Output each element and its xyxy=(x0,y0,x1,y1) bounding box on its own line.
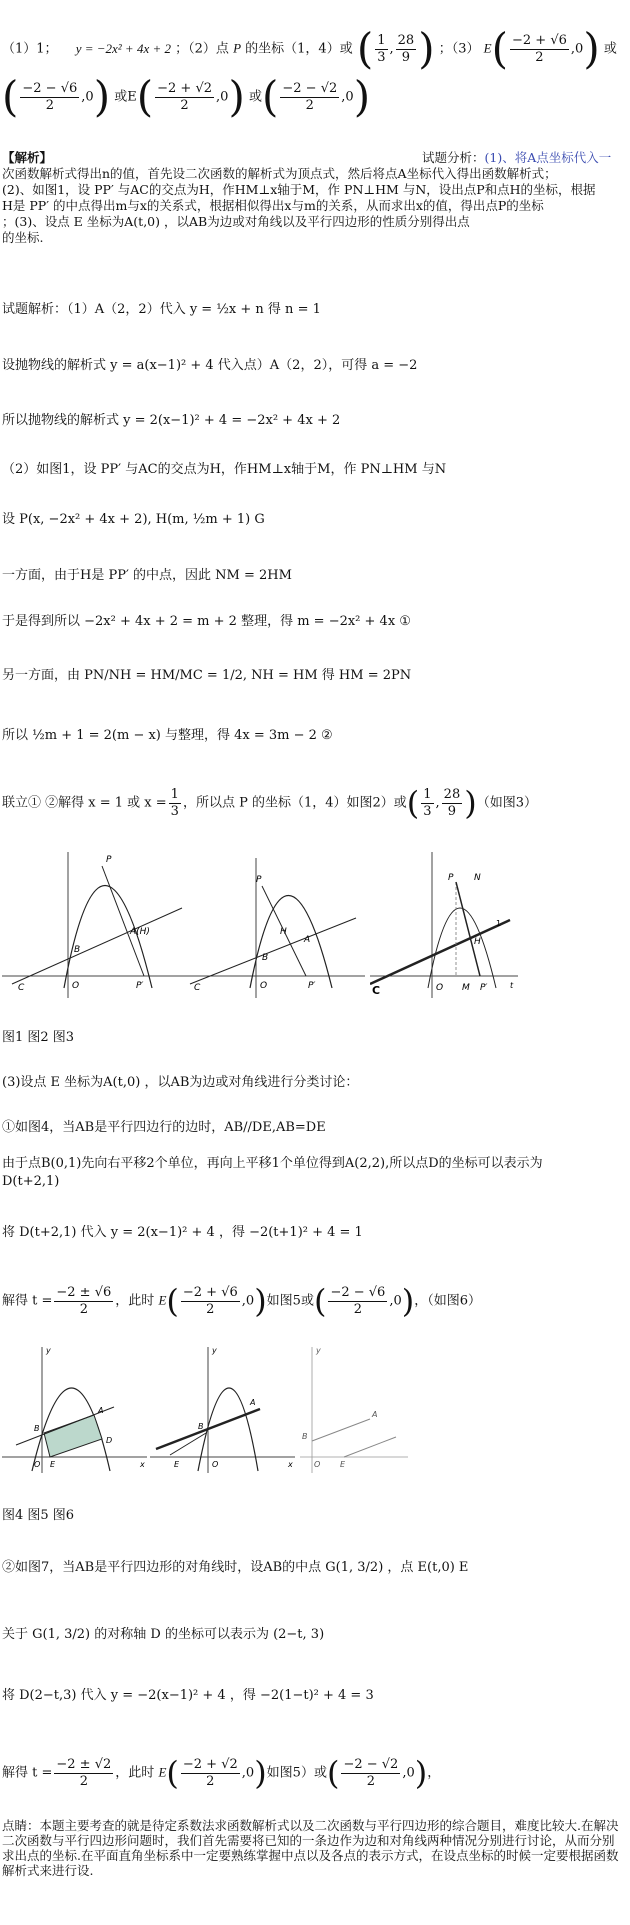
fig5-label-b: B xyxy=(198,1422,204,1431)
figure-caption-1: 图1 图2 图3 xyxy=(2,1030,75,1045)
step-16-b: ，此时 xyxy=(115,1293,155,1309)
fig6-label-y: y xyxy=(316,1346,321,1355)
fig3-label-m: M xyxy=(462,983,470,993)
zero: 0 xyxy=(393,1293,402,1309)
frac-num: 28 xyxy=(443,786,461,802)
solution-step-20: 解得 t = $\frac{-2 \pm √2}{2}$ ，此时 E( $\frac{-2 + √2}{2}$ ,0)如图5）或( $\frac{-2 - √2}{2}$ ,0)， xyxy=(2,1754,441,1792)
fig3-label-p-prime: P′ xyxy=(480,983,488,993)
frac-den: 9 xyxy=(447,803,457,819)
fig2-label-p: P xyxy=(256,875,262,885)
frac-num: 1 xyxy=(377,32,386,48)
solution-step-10: 联立① ②解得 x = 1 或 x = $\frac{1}{3}$ ，所以点 P 的坐标（1，4）如图2）或( $\frac{1}{3}$ , $\frac{28}{9}$ )（如图3） xyxy=(2,784,537,822)
analysis-text-3: H是 PP′ 的中点得出m与x的关系式，根据相似得出x与m的关系，从而求出x的值，得出点P的坐标 xyxy=(2,198,544,213)
fig2-label-o: O xyxy=(260,981,268,991)
analysis-text-5: 的坐标. xyxy=(2,230,44,245)
solution-step-14: D(t+2,1) xyxy=(2,1174,60,1189)
frac-num: −2 + √2 xyxy=(182,1756,238,1772)
answer-sep-1: ；（2）点 xyxy=(175,41,229,57)
analysis-text-4: ；(3)、设点 E 坐标为A(t,0) ，以AB为边或对角线以及平行四边形的性质分别得出点 xyxy=(2,214,470,229)
zero: 0 xyxy=(220,89,229,105)
frac-den: 2 xyxy=(45,97,54,113)
frac-den: 2 xyxy=(206,1301,215,1317)
answer-sep-2: ；（3） xyxy=(438,41,480,57)
fig4-label-e: E xyxy=(50,1460,56,1469)
fig4-label-d: D xyxy=(106,1436,113,1445)
fig1-label-o: O xyxy=(72,981,80,991)
solution-step-15: 将 D(t+2,1) 代入 y = 2(x−1)² + 4 ，得 −2(t+1)² + 4 = 1 xyxy=(2,1225,363,1240)
fig5-label-x: x xyxy=(288,1460,293,1469)
figure-6 xyxy=(300,1345,410,1479)
answer-line-2: ( $\frac{-2 - √6}{2}$ ,0) 或E( $\frac{-2 + √2}{2}$ ,0) 或( $\frac{-2 - √2}{2}$ ,0) xyxy=(2,72,371,121)
step-10-c: （如图3） xyxy=(476,795,537,811)
or-text: 或 xyxy=(603,41,617,57)
figure-1 xyxy=(2,848,192,1002)
answer-part-2: 的坐标（1，4）或 xyxy=(245,41,353,57)
fig6-label-a: A xyxy=(372,1410,378,1419)
figure-4 xyxy=(2,1345,152,1479)
step-16-d: ，（如图6） xyxy=(414,1293,482,1309)
step-10-a: 联立① ②解得 x = 1 或 x = xyxy=(2,795,167,811)
solution-step-4: （2）如图1，设 PP′ 与AC的交点为H，作HM⊥x轴于M，作 PN⊥HM 与N xyxy=(2,462,447,477)
fig2-label-c: C xyxy=(194,983,201,993)
solution-step-2: 设抛物线的解析式 y = a(x−1)² + 4 代入点）A（2，2），可得 a = −2 xyxy=(2,358,418,373)
solution-step-8: 另一方面，由 PN/NH = HM/MC = 1/2, NH = HM 得 HM = 2PN xyxy=(2,668,412,683)
fig3-label-c: C xyxy=(372,984,381,997)
frac-num: 1 xyxy=(423,786,432,802)
comment-block: 点睛：本题主要考查的就是待定系数法求函数解析式以及二次函数与平行四边形的综合题目，难度比较大.在解决二次函数与平行四边形问题时，我们首先需要将已知的一条边作为边和对角线两种情况分别进行讨论，从而分别求出点的坐标.在平面直角坐标系中一定要熟练掌握中点以及各点的表示方式，在设点坐标的时候一定要根据函数解析式来进行设. xyxy=(2,1818,619,1878)
solution-step-6: 一方面，由于H是 PP′ 的中点，因此 NM = 2HM xyxy=(2,568,292,583)
solution-step-19: 将 D(2−t,3) 代入 y = −2(x−1)² + 4 ，得 −2(1−t)² + 4 = 3 xyxy=(2,1688,374,1703)
analysis-text-1: 次函数解析式得出n的值，首先设二次函数的解析式为顶点式，然后将点A坐标代入得出函数解析式； xyxy=(2,166,557,181)
solution-step-3: 所以抛物线的解析式 y = 2(x−1)² + 4 = −2x² + 4x + 2 xyxy=(2,413,341,428)
analysis-text-2: (2)、如图1，设 PP′ 与AC的交点为H，作HM⊥x轴于M，作 PN⊥HM 与N，设出点P和点H的坐标，根据 xyxy=(2,182,596,197)
fig5-label-o: O xyxy=(212,1460,219,1469)
step-20-b: ，此时 xyxy=(115,1765,155,1781)
frac-num: 1 xyxy=(170,786,179,802)
parabola-formula: y = −2x² + 4x + 2 xyxy=(75,40,171,56)
solution-step-1: 试题解析：（1）A（2，2）代入 y = ½x + n 得 n = 1 xyxy=(2,302,321,317)
step-20-c: 如图5）或 xyxy=(266,1765,327,1781)
zero: 0 xyxy=(245,1293,255,1309)
figure-caption-2: 图4 图5 图6 xyxy=(2,1508,75,1523)
solution-step-17: ②如图7，当AB是平行四边形的对角线时，设AB的中点 G(1, 3/2) ，点 E(t,0) E xyxy=(2,1560,469,1575)
frac-num: −2 ± √6 xyxy=(56,1284,112,1300)
fig4-label-a: A xyxy=(98,1406,104,1415)
frac-den: 2 xyxy=(305,97,314,113)
fig3-label-n: N xyxy=(474,873,481,883)
fig2-label-b: B xyxy=(262,953,269,963)
step-16-a: 解得 t = xyxy=(2,1293,53,1309)
step-20-a: 解得 t = xyxy=(2,1765,53,1781)
figure-3 xyxy=(370,848,520,1002)
solution-step-13: 由于点B(0,1)先向右平移2个单位，再向上平移1个单位得到A(2,2),所以点D的坐标可以表示为 xyxy=(2,1156,543,1171)
frac-den: 9 xyxy=(401,49,411,65)
frac-den: 2 xyxy=(353,1301,363,1317)
or-e-text: 或E xyxy=(114,89,137,105)
step-16-c: 如图5或 xyxy=(266,1293,314,1309)
solution-step-12: ①如图4，当AB是平行四边行的边时，AB//DE,AB=DE xyxy=(2,1120,326,1135)
fig5-label-e: E xyxy=(174,1460,180,1469)
frac-num: −2 − √6 xyxy=(330,1284,386,1300)
frac-num: 28 xyxy=(397,32,415,48)
frac-den: 2 xyxy=(180,97,189,113)
fig1-label-c: C xyxy=(18,983,25,993)
solution-step-16: 解得 t = $\frac{-2 \pm √6}{2}$ ，此时 E( $\frac{-2 + √6}{2}$ ,0)如图5或( $\frac{-2 - √6}{2}$ ,0)，（如图6） xyxy=(2,1282,482,1320)
fig1-label-b: B xyxy=(74,945,81,955)
frac-den: 2 xyxy=(535,49,544,65)
frac-num: −2 − √6 xyxy=(22,80,78,96)
fig3-label-p: P xyxy=(448,873,454,883)
solution-step-7: 于是得到所以 −2x² + 4x + 2 = m + 2 整理，得 m = −2x² + 4x ① xyxy=(2,614,411,629)
solution-step-9: 所以 ½m + 1 = 2(m − x) 与整理，得 4x = 3m − 2 ② xyxy=(2,728,333,743)
frac-num: −2 + √6 xyxy=(512,32,567,48)
step-20-d: ， xyxy=(427,1765,441,1781)
fig4-label-x: x xyxy=(140,1460,145,1469)
fig5-label-a: A xyxy=(250,1398,256,1407)
fig1-label-p-prime: P′ xyxy=(136,981,144,991)
fig2-label-h: H xyxy=(280,927,287,937)
zero: 0 xyxy=(85,89,94,105)
fig3-label-h: H xyxy=(474,937,481,947)
frac-num: −2 − √2 xyxy=(343,1756,399,1772)
answer-part-1: （1）1； xyxy=(2,41,58,57)
zero: 0 xyxy=(575,41,584,57)
analysis-label-wrap xyxy=(422,150,611,166)
point-e-label: E xyxy=(158,1292,167,1308)
frac-den: 2 xyxy=(206,1773,215,1789)
or-text: 或 xyxy=(248,89,262,105)
fig4-label-o: O xyxy=(34,1460,41,1469)
fig5-label-y: y xyxy=(212,1346,217,1355)
fig2-label-p-prime: P′ xyxy=(308,981,316,991)
fig1-label-ah: A(H) xyxy=(130,927,150,937)
step-10-b: ，所以点 P 的坐标（1，4）如图2）或 xyxy=(182,795,407,811)
fig3-label-1: 1 xyxy=(496,919,502,928)
answer-line-1: （1）1； y = −2x² + 4x + 2 ；（2）点 P 的坐标（1，4）或 ( $\frac{1}{3}$ , $\frac{28}{9}$ ) ；（3） E( $\frac{-2 + √6}{2}$ ,0) 或 xyxy=(2,24,617,73)
frac-den: 3 xyxy=(377,49,386,65)
frac-den: 2 xyxy=(79,1773,88,1789)
frac-den: 3 xyxy=(170,803,179,819)
point-e-label: E xyxy=(483,40,492,56)
frac-den: 2 xyxy=(366,1773,376,1789)
solution-step-11: (3)设点 E 坐标为A(t,0) ，以AB为边或对角线进行分类讨论： xyxy=(2,1075,359,1090)
fig3-label-o: O xyxy=(436,983,444,993)
analysis-block xyxy=(2,150,626,246)
solution-step-18: 关于 G(1, 3/2) 的对称轴 D 的坐标可以表示为 (2−t, 3) xyxy=(2,1627,325,1642)
frac-num: −2 + √6 xyxy=(182,1284,238,1300)
figure-5 xyxy=(150,1345,300,1479)
frac-den: 2 xyxy=(79,1301,88,1317)
fig6-label-e: E xyxy=(340,1460,346,1469)
frac-num: −2 + √2 xyxy=(157,80,213,96)
zero: 0 xyxy=(406,1765,415,1781)
fig3-label-t: t xyxy=(510,981,514,990)
figure-2 xyxy=(180,848,370,1002)
fig2-label-a: A xyxy=(304,935,311,945)
frac-num: −2 − √2 xyxy=(282,80,338,96)
fig6-label-b: B xyxy=(302,1432,308,1441)
analysis-label: 试题分析： xyxy=(422,150,485,165)
frac-num: −2 ± √2 xyxy=(56,1756,112,1772)
point-e-label: E xyxy=(158,1764,167,1780)
fig1-label-p: P xyxy=(106,855,112,865)
analysis-blue-text: (1)、将A点坐标代入一 xyxy=(484,150,612,165)
analysis-heading: 【解析】 xyxy=(2,150,53,165)
fig6-label-o: O xyxy=(314,1460,321,1469)
point-p-label: P xyxy=(233,40,242,56)
fig4-label-b: B xyxy=(34,1424,40,1433)
solution-step-5: 设 P(x, −2x² + 4x + 2), H(m, ½m + 1) G xyxy=(2,512,265,527)
zero: 0 xyxy=(245,1765,255,1781)
fig4-label-y: y xyxy=(46,1346,51,1355)
zero: 0 xyxy=(345,89,354,105)
frac-den: 3 xyxy=(423,803,432,819)
